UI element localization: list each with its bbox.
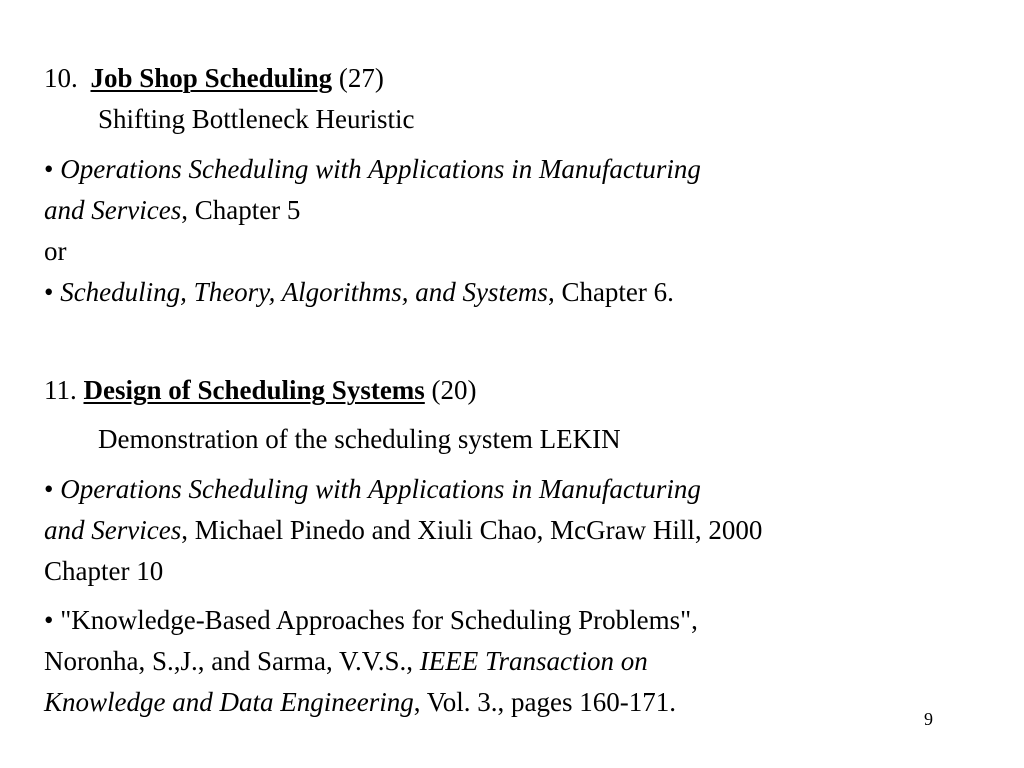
section-10-ref1-line1 [44,153,701,185]
section-11-ref2-line2 [44,645,648,677]
bullet: • [44,277,54,307]
section-11-ref1-line1 [44,473,701,505]
section-11-ref2-line1 [44,604,698,636]
section-11-ref2-authors: Noronha, S.,J., and Sarma, V.V.S., [44,646,420,676]
section-11-ref1-rest: , Michael Pinedo and Xiuli Chao, McGraw Hill, 2000 [181,515,763,545]
section-10-count: (27) [338,63,384,93]
section-11-ref1-title-line1: Operations Scheduling with Applications in Manufacturing [60,474,701,504]
page-number: 9 [924,709,933,729]
section-11-ref2-journal-line1: IEEE Transaction on [419,646,648,676]
bullet: • [44,605,54,635]
section-10-connector: or [44,236,67,266]
section-11-count: (20) [431,375,477,405]
section-11-ref2-title: "Knowledge-Based Approaches for Scheduling Problems", [60,605,698,635]
section-10-ref2-rest: , Chapter 6. [547,277,674,307]
section-10-title: Job Shop Scheduling [90,63,333,93]
section-10-ref1-title-line2: and Services [44,195,182,225]
section-11-ref2-rest: , Vol. 3., pages 160-171. [413,687,676,717]
section-11-number: 11. [44,375,77,405]
section-11-ref1-title-line2: and Services [44,515,182,545]
section-10-ref2-title: Scheduling, Theory, Algorithms, and Systems [60,277,548,307]
section-11-ref2-journal-line2: Knowledge and Data Engineering [44,687,414,717]
section-11-ref1-line2 [44,514,762,546]
section-11-title: Design of Scheduling Systems [83,375,425,405]
section-10-heading [44,62,384,94]
section-10-ref1-rest: , Chapter 5 [181,195,301,225]
section-10-ref1-title-line1: Operations Scheduling with Applications in Manufacturing [60,154,701,184]
section-11-subtitle: Demonstration of the scheduling system LEKIN [98,424,621,454]
bullet: • [44,474,54,504]
section-10-number: 10. [44,63,78,93]
section-10-ref2 [44,276,674,308]
section-11-heading [44,374,477,406]
section-11-ref1-line3: Chapter 10 [44,556,164,586]
section-10-subtitle: Shifting Bottleneck Heuristic [98,104,415,134]
section-11-ref2-line3 [44,686,676,718]
section-10-ref1-line2 [44,194,300,226]
bullet: • [44,154,54,184]
